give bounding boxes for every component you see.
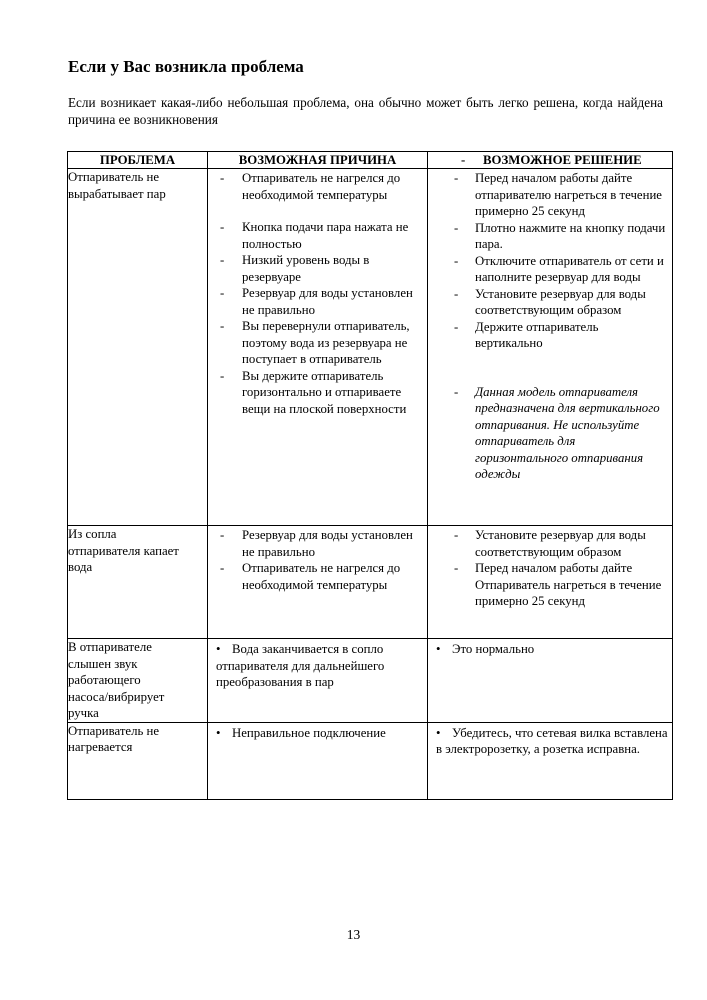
dash-marker: - [220,368,225,383]
problem-cell [68,722,208,799]
cause-text: Резервуар для воды установлен не правильно [242,286,413,317]
cause-cell [208,169,428,526]
problem-line: Из сопла [68,527,117,541]
solution-text: Данная модель отпаривателя предназначена для вертикального отпаривания. Не используйте отпариватель для горизонтального отпаривания одежды [475,384,660,481]
problem-line: работающего [68,673,141,687]
page-number: 13 [346,927,361,942]
solution-cell [428,526,673,639]
dash-marker: - [454,561,459,575]
solution-item [428,319,668,352]
solution-text: Убедитесь, что сетевая вилка вставлена в электророзетку, а розетка исправна. [436,725,668,756]
cause-item [208,560,423,593]
cause-item [208,527,423,560]
cause-text: Отпариватель не нагрелся до необходимой температуры [242,561,401,592]
solution-text: Держите отпариватель вертикально [475,319,599,350]
bullet-marker: • [436,725,441,740]
table-row [68,526,673,639]
solution-text: Перед началом работы дайте отпаривателю нагреться в течение примерно 25 секунд [475,171,662,218]
dash-marker: - [220,561,225,575]
problem-line: Отпариватель не [68,170,160,184]
dash-marker: - [220,286,225,300]
dash-marker: - [454,286,459,301]
cause-item [208,285,423,318]
solution-item [428,725,668,758]
cause-item [208,725,423,742]
solution-cell [428,639,673,723]
problem-line: ручка [68,706,99,720]
cause-cell [208,722,428,799]
cause-item [208,368,423,418]
dash-marker: - [454,319,459,334]
solution-cell [428,169,673,526]
solution-item [428,641,668,658]
dash-marker: - [454,384,459,399]
problem-line: Отпариватель не [68,723,160,738]
problem-line: вырабатывает пар [68,186,166,201]
dash-marker: - [220,528,225,542]
dash-marker: - [454,220,459,235]
dash-marker: - [454,171,459,185]
intro-paragraph: Если возникает какая-либо небольшая проблема, она обычно может быть легко решена, когда найдена причина ее возникновения [68,95,663,127]
header-cause: ВОЗМОЖНАЯ ПРИЧИНА [208,152,428,169]
header-solution-marker: - [461,153,466,167]
solution-text: Отключите отпариватель от сети и наполните резервуар для воды [475,253,664,284]
problem-cell [68,526,208,639]
dash-marker: - [220,319,225,333]
solution-text: Плотно нажмите на кнопку подачи пара. [475,220,666,251]
cause-text: Кнопка подачи пара нажата не полностью [242,220,409,251]
table-row [68,169,673,526]
cause-text: Резервуар для воды установлен не правильно [242,528,413,559]
bullet-marker: • [216,642,221,656]
solution-item [428,220,668,253]
solution-text: Перед началом работы дайте Отпариватель нагреться в течение примерно 25 секунд [475,561,662,608]
cause-item [208,641,423,691]
cause-text: Вы перевернули отпариватель, поэтому вода из резервуара не поступает в отпариватель [242,319,410,366]
solution-item [428,527,668,560]
solution-text: Установите резервуар для воды соответствующим образом [475,286,646,317]
solution-cell [428,722,673,799]
dash-marker: - [220,171,225,185]
problem-line: В отпаривателе [68,640,152,654]
cause-item [208,252,423,285]
solution-item [428,286,668,319]
problem-line: слышен звук [68,656,138,671]
cause-item [208,219,423,252]
cause-item [208,318,423,368]
problem-cell [68,169,208,526]
bullet-marker: • [216,725,221,740]
cause-text: Неправильное подключение [232,725,386,740]
problem-line: нагревается [68,740,133,754]
cause-text: Вы держите отпариватель горизонтально и отпариваете вещи на плоской поверхности [242,368,407,416]
dash-marker: - [454,528,459,542]
solution-item [428,170,668,220]
solution-item-note [428,384,668,483]
table-row [68,639,673,723]
dash-marker: - [220,253,225,267]
table-header-row [68,152,673,169]
problem-line: вода [68,560,93,574]
section-heading: Если у Вас возникла проблема [68,57,304,76]
cause-text: Низкий уровень воды в резервуаре [242,253,370,284]
header-solution-label: ВОЗМОЖНОЕ РЕШЕНИЕ [483,153,642,167]
problem-line: насоса/вибрирует [68,689,165,704]
cause-cell [208,526,428,639]
problem-cell [68,639,208,723]
dash-marker: - [220,220,225,234]
header-problem: ПРОБЛЕМА [68,152,208,169]
dash-marker: - [454,253,459,268]
header-solution [428,152,673,169]
cause-item [208,170,423,203]
solution-item [428,560,668,610]
problem-line: отпаривателя капает [68,543,179,558]
solution-text: Это нормально [452,642,535,656]
cause-cell [208,639,428,723]
bullet-marker: • [436,642,441,656]
solution-item [428,253,668,286]
cause-text: Отпариватель не нагрелся до необходимой температуры [242,171,401,202]
troubleshooting-table [67,151,673,800]
cause-text: Вода заканчивается в сопло отпаривателя для дальнейшего преобразования в пар [216,642,385,689]
solution-text: Установите резервуар для воды соответствующим образом [475,528,646,559]
table-row [68,722,673,799]
